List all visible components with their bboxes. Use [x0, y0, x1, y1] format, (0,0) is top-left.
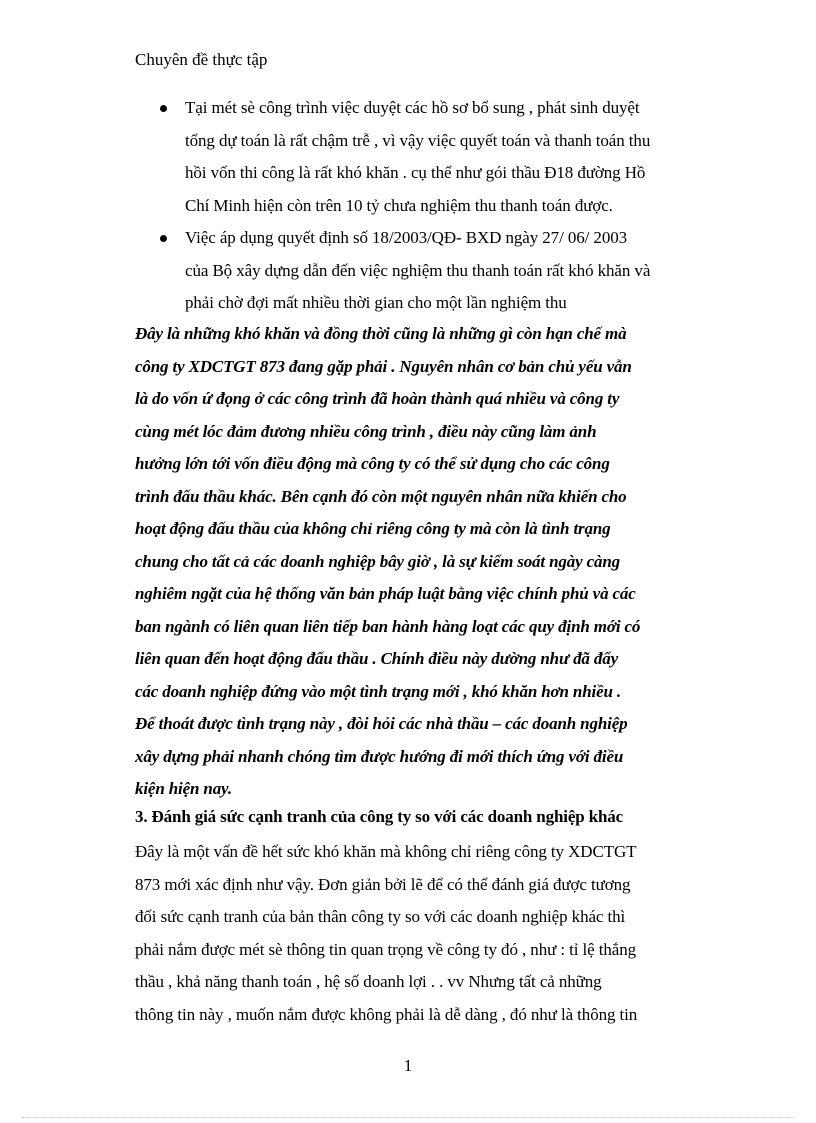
- text-line: Việc áp dụng quyết định số 18/2003/QĐ- BXD ngày 27/ 06/ 2003: [185, 228, 628, 247]
- text-line: công ty XDCTGT 873 đang gặp phải . Nguyên nhân cơ bản chủ yếu vẫn: [135, 356, 632, 376]
- text-line: Tại mét sè công trình việc duyệt các hồ sơ bổ sung , phát sinh duyệt: [185, 98, 640, 117]
- text-line: Để thoát được tình trạng này , đòi hỏi các nhà thầu – các doanh nghiệp: [135, 714, 628, 733]
- text-line: Chí Minh hiện còn trên 10 tỷ chưa nghiệm thu thanh toán được.: [185, 195, 613, 215]
- text-line: nghiêm ngặt của hệ thống văn bản pháp luật bằng việc chính phủ và các: [135, 584, 636, 603]
- text-line: liên quan đến hoạt động đấu thầu . Chính điều này dường như đã đẩy: [135, 649, 618, 668]
- bullet-item-1: [135, 92, 725, 222]
- text-line: thông tin này , muốn nắm được không phải là dễ dàng , đó như là thông tin: [135, 1004, 638, 1024]
- page-bottom-divider: [22, 1117, 794, 1118]
- page-header: Chuyên đề thực tập: [135, 50, 268, 69]
- text-line: cùng mét lóc đảm đương nhiều công trình , điều này cũng làm ảnh: [135, 421, 597, 441]
- text-line: trình đấu thầu khác. Bên cạnh đó còn một nguyên nhân nữa khiến cho: [135, 486, 627, 506]
- emphasis-paragraph: [135, 318, 725, 806]
- text-line: ban ngành có liên quan liên tiếp ban hành hàng loạt các quy định mới có: [135, 616, 641, 636]
- text-line: Đây là một vấn đề hết sức khó khăn mà không chỉ riêng công ty XDCTGT: [135, 842, 637, 861]
- bullet-item-2: [135, 222, 725, 320]
- text-line: thầu , khả năng thanh toán , hệ số doanh lợi . . vv Nhưng tất cả những: [135, 972, 602, 991]
- text-line: của Bộ xây dựng dẫn đến việc nghiệm thu thanh toán rất khó khăn và: [185, 260, 651, 280]
- text-line: tổng dự toán là rất chậm trễ , vì vậy việc quyết toán và thanh toán thu: [185, 130, 651, 150]
- text-line: xây dựng phải nhanh chóng tìm được hướng đi mới thích ứng với điều: [135, 746, 624, 766]
- text-line: 873 mới xác định như vậy. Đơn giản bởi lẽ để có thể đánh giá được tương: [135, 874, 631, 894]
- text-line: kiện hiện nay.: [135, 779, 232, 798]
- text-line: Đây là những khó khăn và đồng thời cũng là những gì còn hạn chế mà: [135, 324, 627, 343]
- text-line: phải chờ đợi mất nhiều thời gian cho một lần nghiệm thu: [185, 293, 567, 312]
- section-heading: 3. Đánh giá sức cạnh tranh của công ty so với các doanh nghiệp khác: [135, 807, 623, 826]
- text-line: phải nắm được mét sè thông tin quan trọng về công ty đó , như : tỉ lệ thắng: [135, 939, 637, 959]
- body-paragraph: [135, 836, 725, 1031]
- bullet-list: [135, 92, 725, 320]
- bullet-dot-icon: [160, 105, 167, 112]
- text-line: các doanh nghiệp đứng vào một tình trạng mới , khó khăn hơn nhiều .: [135, 681, 622, 701]
- text-line: hồi vốn thi công là rất khó khăn . cụ thể như gói thầu Đ18 đường Hồ: [185, 163, 646, 182]
- text-line: chung cho tất cả các doanh nghiệp bây giờ , là sự kiểm soát ngày càng: [135, 551, 620, 571]
- text-line: hưởng lớn tới vốn điều động mà công ty có thể sử dụng cho các công: [135, 454, 610, 473]
- text-line: là do vốn ứ đọng ở các công trình đã hoàn thành quá nhiều và công ty: [135, 389, 620, 408]
- bullet-dot-icon: [160, 235, 167, 242]
- text-line: đối sức cạnh tranh của bản thân công ty so với các doanh nghiệp khác thì: [135, 907, 626, 926]
- text-line: hoạt động đấu thầu của không chỉ riêng công ty mà còn là tình trạng: [135, 519, 611, 538]
- page-number: 1: [403, 1056, 413, 1075]
